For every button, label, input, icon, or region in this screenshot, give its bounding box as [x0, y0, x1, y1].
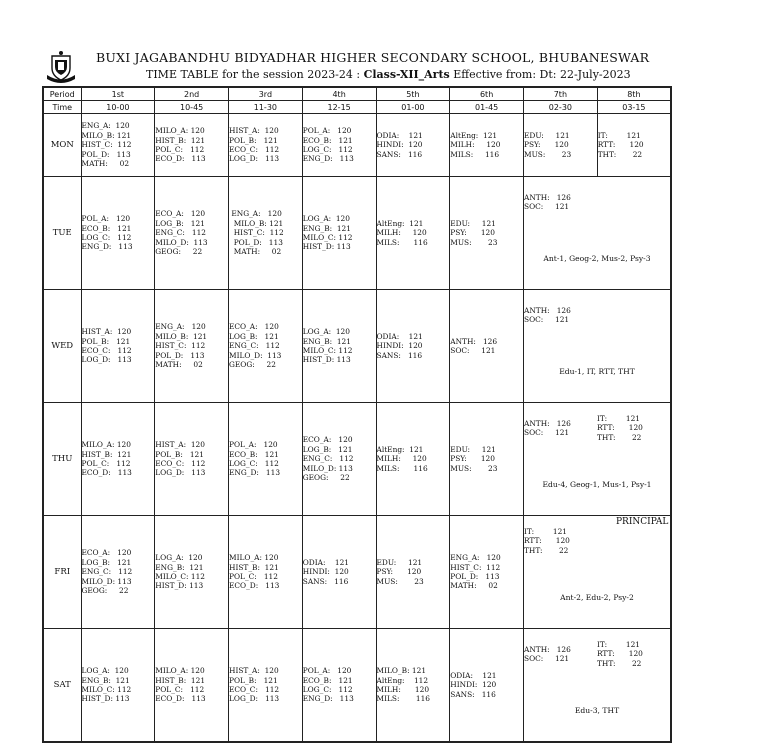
period-cell: HIST_A: 120 POL_B: 121 ECO_C: 112 LOG_D: 113 — [229, 629, 303, 743]
combined-period-cell — [524, 629, 672, 743]
day-label: THU — [43, 403, 81, 516]
period-cell: POL_A: 120 ECO_B: 121 LOG_C: 112 ENG_D: 113 — [81, 177, 155, 290]
period-cell: ANTH: 126 SOC: 121 — [450, 290, 524, 403]
period-cell: EDU: 121 PSY: 120 MUS: 23 — [450, 403, 524, 516]
activity-note: Edu-3, THT — [574, 705, 620, 715]
period-cell: HIST_A: 120 POL_B: 121 ECO_C: 112 LOG_D: 113 — [81, 290, 155, 403]
period-cell: ODIA: 121 HINDI: 120 SANS: 116 — [376, 114, 450, 177]
period-cell: LOG_A: 120 ENG_B: 121 MILO_C: 112 HIST_D: 113 — [81, 629, 155, 743]
period-cell: ODIA: 121 HINDI: 120 SANS: 116 — [302, 516, 376, 629]
period-cell: IT: 121 RTT: 120 THT: 22 — [597, 114, 671, 177]
combined-period-cell — [524, 177, 672, 290]
period-cell: ANTH: 126 SOC: 121 — [524, 192, 571, 211]
period-cell — [597, 290, 670, 340]
subtitle-prefix: TIME TABLE for the session 2023-24 : — [146, 68, 364, 81]
period-cell: POL_A: 120 ECO_B: 121 LOG_C: 112 ENG_D: 113 — [229, 403, 303, 516]
period-name: 2nd — [155, 87, 229, 101]
day-row — [43, 290, 671, 403]
period-time: 01-00 — [376, 101, 450, 114]
day-label: TUE — [43, 177, 81, 290]
period-cell: MILO_B: 121 AltEng: 112 MILH: 120 MILS: 116 — [376, 629, 450, 743]
day-label: FRI — [43, 516, 81, 629]
period-cell — [597, 177, 670, 227]
period-cell: ENG_A: 120 MILO_B: 121 HIST_C: 112 POL_D: 113 MATH: 02 — [81, 114, 155, 177]
period-cell: MILO_A: 120 HIST_B: 121 POL_C: 112 ECO_D: 113 — [229, 516, 303, 629]
period-cell: ENG_A: 120 MILO_B: 121 HIST_C: 112 POL_D: 113 MATH: 02 — [155, 290, 229, 403]
period-cell: ANTH: 126 SOC: 121 — [524, 418, 571, 437]
period-time: 01-45 — [450, 101, 524, 114]
period-cell: AltEng: 121 MILH: 120 MILS: 116 — [376, 177, 450, 290]
period-cell: IT: 121 RTT: 120 THT: 22 — [597, 639, 643, 668]
combined-period-cell — [524, 403, 672, 516]
period-cell: LOG_A: 120 ENG_B: 121 MILO_C: 112 HIST_D: 113 — [155, 516, 229, 629]
period-cell: IT: 121 RTT: 120 THT: 22 — [524, 526, 570, 555]
period-cell: MILO_A: 120 HIST_B: 121 POL_C: 112 ECO_D: 113 — [81, 403, 155, 516]
activity-note: Ant-1, Geog-2, Mus-2, Psy-3 — [543, 253, 651, 263]
activity-note: Edu-4, Geog-1, Mus-1, Psy-1 — [542, 479, 652, 489]
corner-period-label: Period — [43, 87, 81, 101]
period-name: 7th — [524, 87, 598, 101]
day-row — [43, 403, 671, 516]
effective-date: Effective from: Dt: 22-July-2023 — [449, 68, 631, 81]
period-cell: POL_A: 120 ECO_B: 121 LOG_C: 112 ENG_D: 113 — [302, 114, 376, 177]
period-time: 10-45 — [155, 101, 229, 114]
period-cell: MILO_A: 120 HIST_B: 121 POL_C: 112 ECO_D: 113 — [155, 629, 229, 743]
corner-time-label: Time — [43, 101, 81, 114]
period-time: 10-00 — [81, 101, 155, 114]
combined-period-cell — [524, 290, 672, 403]
principal-signature-label: PRINCIPAL — [616, 517, 669, 527]
activity-note: Ant-2, Edu-2, Psy-2 — [560, 592, 634, 602]
period-name: 4th — [302, 87, 376, 101]
day-label: WED — [43, 290, 81, 403]
period-time: 12-15 — [302, 101, 376, 114]
period-cell: IT: 121 RTT: 120 THT: 22 — [597, 413, 643, 442]
day-row — [43, 177, 671, 290]
period-cell: ENG_A: 120 HIST_C: 112 POL_D: 113 MATH: 02 — [450, 516, 524, 629]
period-cell: ANTH: 126 SOC: 121 — [524, 305, 571, 324]
period-cell: EDU: 121 PSY: 120 MUS: 23 — [524, 114, 598, 177]
day-label: SAT — [43, 629, 81, 743]
period-cell: ECO_A: 120 LOG_B: 121 ENG_C: 112 MILO_D: 113 GEOG: 22 — [155, 177, 229, 290]
period-cell: ECO_A: 120 LOG_B: 121 ENG_C: 112 MILO_D: 113 GEOG: 22 — [81, 516, 155, 629]
period-cell: LOG_A: 120 ENG_B: 121 MILO_C: 112 HIST_D: 113 — [302, 290, 376, 403]
period-cell: ODIA: 121 HINDI: 120 SANS: 116 — [450, 629, 524, 743]
day-label: MON — [43, 114, 81, 177]
day-row — [43, 629, 671, 743]
period-cell: ECO_A: 120 LOG_B: 121 ENG_C: 112 MILO_D: 113 GEOG: 22 — [229, 290, 303, 403]
period-name: 6th — [450, 87, 524, 101]
combined-period-cell — [524, 516, 672, 629]
period-cell: POL_A: 120 ECO_B: 121 LOG_C: 112 ENG_D: 113 — [302, 629, 376, 743]
day-row — [43, 114, 671, 177]
period-cell: ENG_A: 120 MILO_B: 121 HIST_C: 112 POL_D: 113 MATH: 02 — [229, 177, 303, 290]
period-time: 03-15 — [597, 101, 671, 114]
timetable-subtitle — [146, 68, 631, 81]
period-cell: ANTH: 126 SOC: 121 — [524, 644, 571, 663]
activity-note: Edu-1, IT, RTT, THT — [559, 366, 635, 376]
period-cell: EDU: 121 PSY: 120 MUS: 23 — [376, 516, 450, 629]
school-name: BUXI JAGABANDHU BIDYADHAR HIGHER SECONDARY SCHOOL, BHUBANESWAR — [96, 50, 650, 65]
period-name: 8th — [597, 87, 671, 101]
period-cell: LOG_A: 120 ENG_B: 121 MILO_C: 112 HIST_D: 113 — [302, 177, 376, 290]
school-crest-icon — [44, 50, 78, 84]
period-cell: AltEng: 121 MILH: 120 MILS: 116 — [376, 403, 450, 516]
period-cell: AltEng: 121 MILH: 120 MILS: 116 — [450, 114, 524, 177]
period-name: 3rd — [229, 87, 303, 101]
period-cell: ECO_A: 120 LOG_B: 121 ENG_C: 112 MILO_D: 113 GEOG: 22 — [302, 403, 376, 516]
day-row — [43, 516, 671, 629]
timetable — [42, 86, 672, 743]
period-time: 11-30 — [229, 101, 303, 114]
period-cell: ODIA: 121 HINDI: 120 SANS: 116 — [376, 290, 450, 403]
period-cell: HIST_A: 120 POL_B: 121 ECO_C: 112 LOG_D: 113 — [229, 114, 303, 177]
period-time: 02-30 — [524, 101, 598, 114]
period-cell: EDU: 121 PSY: 120 MUS: 23 — [450, 177, 524, 290]
period-name: 1st — [81, 87, 155, 101]
period-name: 5th — [376, 87, 450, 101]
period-cell: MILO_A: 120 HIST_B: 121 POL_C: 112 ECO_D: 113 — [155, 114, 229, 177]
period-cell: HIST_A: 120 POL_B: 121 ECO_C: 112 LOG_D: 113 — [155, 403, 229, 516]
class-label: Class-XII_Arts — [363, 68, 450, 81]
